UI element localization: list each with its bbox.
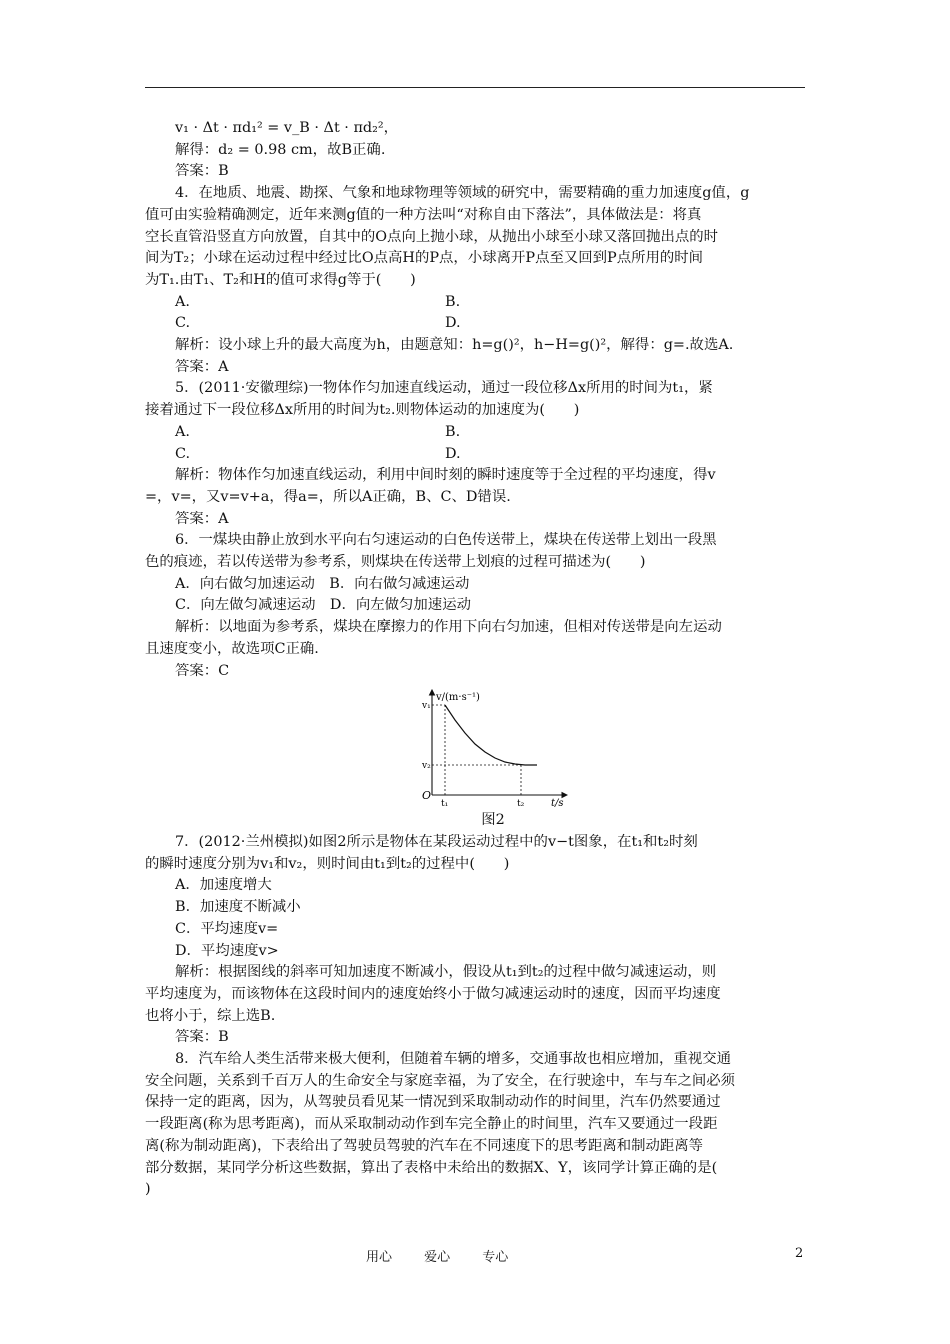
question-7-line: 的瞬时速度分别为v₁和v₂，则时间由t₁到t₂的过程中( ) xyxy=(145,855,510,872)
x-axis-label: t/s xyxy=(551,798,564,810)
solution-line: 平均速度为，而该物体在这段时间内的速度始终小于做匀减速运动时的速度，因而平均速度 xyxy=(145,985,721,1002)
answer-line: 答案：C xyxy=(175,662,230,679)
question-6-line: 色的痕迹，若以传送带为参考系，则煤块在传送带上划痕的过程可描述为( ) xyxy=(145,554,646,571)
question-4-line: 为T₁.由T₁、T₂和H的值可求得g等于( ) xyxy=(145,271,416,288)
text-line: v₁ · Δt · πd₁² = v_B · Δt · πd₂²， xyxy=(175,120,399,136)
solution-line: =，v=，又v=v+a，得a=，所以A正确，B、C、D错误. xyxy=(145,488,511,505)
solution-line: 也将小于，综上选B. xyxy=(145,1007,276,1024)
text-line: 解得：d₂ = 0.98 cm，故B正确. xyxy=(175,141,386,158)
question-5-options xyxy=(145,444,811,466)
option-c: C．平均速度v= xyxy=(175,920,279,937)
question-4-line: 间为T₂；小球在运动过程中经过比O点高H的P点，小球离开P点至又回到P点所用的时间 xyxy=(145,250,704,267)
question-6-line: 6．一煤块由静止放到水平向右匀速运动的白色传送带上，煤块在传送带上划出一段黑 xyxy=(175,532,717,549)
question-6-options: A．向右做匀加速运动 B．向右做匀减速运动 xyxy=(175,575,470,592)
text-line: 答案：B xyxy=(175,163,229,180)
velocity-curve xyxy=(445,705,537,765)
question-4-options xyxy=(145,313,811,335)
option-a: A. xyxy=(175,423,190,440)
option-d: D. xyxy=(445,445,461,462)
option-b: B．加速度不断减小 xyxy=(175,899,301,916)
question-4-line: 4．在地质、地震、勘探、气象和地球物理等领域的研究中，需要精确的重力加速度g值，g xyxy=(175,185,750,202)
solution-line: 且速度变小，故选项C正确. xyxy=(145,640,319,657)
question-5-line: 5．(2011·安徽理综)一物体作匀加速直线运动，通过一段位移Δx所用的时间为t₁，紧 xyxy=(175,380,713,397)
option-b: B. xyxy=(445,293,461,310)
question-8-line: 安全问题，关系到千百万人的生命安全与家庭幸福，为了安全，在行驶途中，车与车之间必须 xyxy=(145,1072,736,1089)
answer-line: 答案：A xyxy=(175,358,229,375)
question-7-line: 7．(2012·兰州模拟)如图2所示是物体在某段运动过程中的v−t图象，在t₁和t₂时刻 xyxy=(175,833,698,850)
v2-tick-label: v₂ xyxy=(422,761,431,772)
question-8-line: 8．汽车给人类生活带来极大便利，但随着车辆的增多，交通事故也相应增加，重视交通 xyxy=(175,1051,732,1068)
option-c: C. xyxy=(175,445,191,462)
answer-line: 答案：B xyxy=(175,1029,229,1046)
solution-line: 解析：根据图线的斜率可知加速度不断减小，假设从t₁到t₂的过程中做匀减速运动，则 xyxy=(175,964,717,981)
solution-line: 解析：物体作匀加速直线运动，利用中间时刻的瞬时速度等于全过程的平均速度，得v xyxy=(175,467,716,484)
question-8-line: 部分数据，某同学分析这些数据，算出了表格中未给出的数据X、Y，该同学计算正确的是( xyxy=(145,1159,718,1176)
option-d: D. xyxy=(445,315,461,332)
option-c: C. xyxy=(175,315,191,332)
answer-line: 答案：A xyxy=(175,510,229,527)
question-4-line: 值可由实验精确测定，近年来测g值的一种方法叫“对称自由下落法”，具体做法是：将真 xyxy=(145,206,702,223)
question-5-options xyxy=(145,422,811,444)
solution-line: 解析：以地面为参考系，煤块在摩擦力的作用下向右匀加速，但相对传送带是向左运动 xyxy=(175,619,722,636)
question-8-line: ) xyxy=(145,1181,151,1198)
option-d: D．平均速度v> xyxy=(175,942,279,959)
question-8-line: 离(称为制动距离)，下表给出了驾驶员驾驶的汽车在不同速度下的思考距离和制动距离等 xyxy=(145,1137,704,1154)
v1-tick-label: v₁ xyxy=(422,701,431,712)
question-6-options: C．向左做匀减速运动 D．向左做匀加速运动 xyxy=(175,597,471,614)
option-a: A. xyxy=(175,293,190,310)
option-a: A．加速度增大 xyxy=(175,877,272,894)
question-8-line: 一段距离(称为思考距离)，而从采取制动动作到车完全静止的时间里，汽车又要通过一段距 xyxy=(145,1116,718,1133)
vt-graph xyxy=(422,688,573,810)
t1-tick-label: t₁ xyxy=(441,799,449,810)
figure-caption: 图2 xyxy=(481,812,505,829)
page-number: 2 xyxy=(795,1246,804,1261)
y-axis-label: v/(m·s⁻¹) xyxy=(436,692,480,704)
origin-label: O xyxy=(422,789,432,803)
solution-line: 解析：设小球上升的最大高度为h，由题意知：h=g()²，h−H=g()²，解得：g=.故选A. xyxy=(175,337,734,354)
option-b: B. xyxy=(445,423,461,440)
header-rule xyxy=(145,87,805,88)
question-5-line: 接着通过下一段位移Δx所用的时间为t₂.则物体运动的加速度为( ) xyxy=(145,402,580,419)
document-body xyxy=(145,118,811,1201)
footer-motto: 用心 爱心 专心 xyxy=(366,1250,509,1265)
question-4-options xyxy=(145,292,811,314)
question-8-line: 保持一定的距离，因为，从驾驶员看见某一情况到采取制动动作的时间里，汽车仍然要通过 xyxy=(145,1094,721,1111)
question-4-line: 空长直管沿竖直方向放置，自其中的O点向上抛小球，从抛出小球至小球又落回抛出点的时 xyxy=(145,228,719,245)
t2-tick-label: t₂ xyxy=(517,799,525,810)
figure-2 xyxy=(145,688,811,808)
